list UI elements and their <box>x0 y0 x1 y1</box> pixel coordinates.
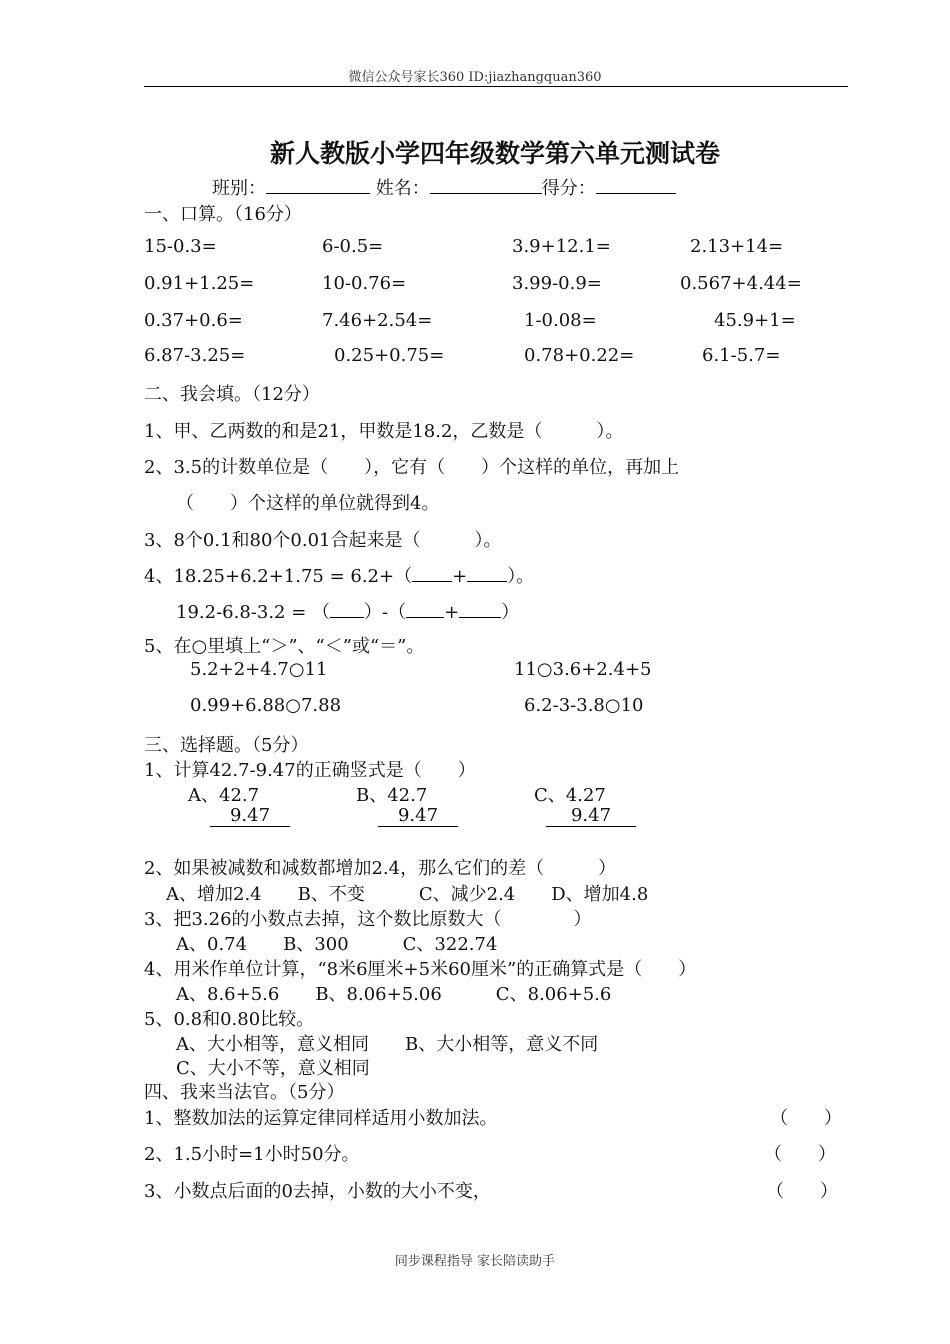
page-footer: 同步课程指导 家长陪读助手 <box>394 1254 556 1269</box>
calc-item: 0.37+0.6= <box>144 310 243 331</box>
compare-item: 0.99+6.88○7.88 <box>190 695 342 716</box>
judge-bracket[interactable]: （ ） <box>770 1108 842 1129</box>
calc-item: 6.1-5.7= <box>702 345 781 366</box>
fill-question-4a <box>144 562 534 588</box>
choice-question-1: 1、计算42.7-9.47的正确竖式是（ ） <box>144 760 476 781</box>
fill-question-2: 2、3.5的计数单位是（ ），它有（ ）个这样的单位，再加上 <box>144 457 680 478</box>
calc-item: 6-0.5= <box>322 236 384 257</box>
fill-question-1: 1、甲、乙两数的和是21，甲数是18.2，乙数是（ ）。 <box>144 421 624 442</box>
class-label: 班别： <box>212 178 266 199</box>
choice-options-4: A、8.6+5.6 B、8.06+5.06 C、8.06+5.6 <box>176 984 612 1005</box>
name-blank[interactable] <box>430 176 542 194</box>
choice-option-c: C、4.27 <box>534 785 606 806</box>
name-label: 姓名： <box>375 178 430 199</box>
answer-blank[interactable] <box>412 564 452 582</box>
compare-item: 6.2-3-3.8○10 <box>524 695 644 716</box>
judge-item: 1、整数加法的运算定律同样适用小数加法。 <box>144 1108 498 1129</box>
answer-blank[interactable] <box>330 600 364 618</box>
choice-option-b: B、42.7 <box>356 785 428 806</box>
answer-blank[interactable] <box>406 600 444 618</box>
page-header: 微信公众号家长360 ID:jiazhangquan360 <box>348 70 602 85</box>
plus-sign: + <box>444 602 460 623</box>
judge-bracket[interactable]: （ ） <box>764 1144 836 1165</box>
header-rule <box>144 86 848 87</box>
choice-options-5b: C、大小不等，意义相同 <box>176 1058 370 1079</box>
judge-bracket[interactable]: （ ） <box>766 1181 838 1202</box>
fill-question-4b <box>176 598 519 624</box>
judge-item: 2、1.5小时=1小时50分。 <box>144 1144 360 1165</box>
q4a-close: ）。 <box>507 566 535 587</box>
class-blank[interactable] <box>266 176 370 194</box>
calc-item: 2.13+14= <box>690 236 784 257</box>
q4b-mid: ）-（ <box>364 602 407 623</box>
fill-question-3: 3、8个0.1和80个0.01合起来是（ ）。 <box>144 530 502 551</box>
vertical-subtrahend-a: 9.47 <box>210 806 290 827</box>
section-4-heading: 四、我来当法官。（5分） <box>144 1082 345 1103</box>
calc-item: 0.91+1.25= <box>144 273 255 294</box>
choice-options-3: A、0.74 B、300 C、322.74 <box>176 934 498 955</box>
choice-question-2: 2、如果被减数和减数都增加2.4，那么它们的差（ ） <box>144 858 617 879</box>
calc-item: 0.25+0.75= <box>334 345 445 366</box>
page-title: 新人教版小学四年级数学第六单元测试卷 <box>269 139 720 168</box>
calc-item: 3.99-0.9= <box>512 273 602 294</box>
q4b-close: ） <box>501 602 520 623</box>
student-info-line <box>212 174 676 200</box>
calc-item: 6.87-3.25= <box>144 345 246 366</box>
choice-question-5: 5、0.8和0.80比较。 <box>144 1009 315 1030</box>
calc-item: 1-0.08= <box>524 310 597 331</box>
calc-item: 15-0.3= <box>144 236 217 257</box>
fill-question-2-cont: （ ）个这样的单位就得到4。 <box>176 493 440 514</box>
answer-blank[interactable] <box>459 600 501 618</box>
vertical-subtrahend-c: 9.47 <box>546 806 636 827</box>
section-3-heading: 三、选择题。（5分） <box>144 735 309 756</box>
calc-item: 0.78+0.22= <box>524 345 635 366</box>
q4b-text: 19.2-6.8-3.2 = （ <box>176 602 331 623</box>
calc-item: 3.9+12.1= <box>512 236 611 257</box>
vertical-subtrahend-b: 9.47 <box>378 806 458 827</box>
section-2-heading: 二、我会填。（12分） <box>144 384 320 405</box>
choice-question-4: 4、用米作单位计算，“8米6厘米+5米60厘米”的正确算式是（ ） <box>144 959 697 980</box>
choice-options-2: A、增加2.4 B、不变 C、减少2.4 D、增加4.8 <box>166 884 649 905</box>
compare-item: 11○3.6+2.4+5 <box>514 659 652 680</box>
score-label: 得分： <box>541 178 596 199</box>
compare-item: 5.2+2+4.7○11 <box>190 659 328 680</box>
q4a-text: 4、18.25+6.2+1.75 = 6.2+（ <box>144 566 413 587</box>
calc-item: 0.567+4.44= <box>680 273 802 294</box>
choice-question-3: 3、把3.26的小数点去掉，这个数比原数大（ ） <box>144 909 592 930</box>
plus-sign: + <box>452 566 468 587</box>
calc-item: 10-0.76= <box>322 273 407 294</box>
calc-item: 45.9+1= <box>714 310 796 331</box>
answer-blank[interactable] <box>467 564 507 582</box>
score-blank[interactable] <box>596 176 676 194</box>
choice-option-a: A、42.7 <box>188 785 260 806</box>
calc-item: 7.46+2.54= <box>322 310 433 331</box>
fill-question-5: 5、在○里填上“＞”、“＜”或“＝”。 <box>144 636 425 657</box>
section-1-heading: 一、口算。（16分） <box>144 204 302 225</box>
judge-item: 3、小数点后面的0去掉，小数的大小不变， <box>144 1181 491 1202</box>
choice-options-5a: A、大小相等，意义相同 B、大小相等，意义不同 <box>176 1034 599 1055</box>
